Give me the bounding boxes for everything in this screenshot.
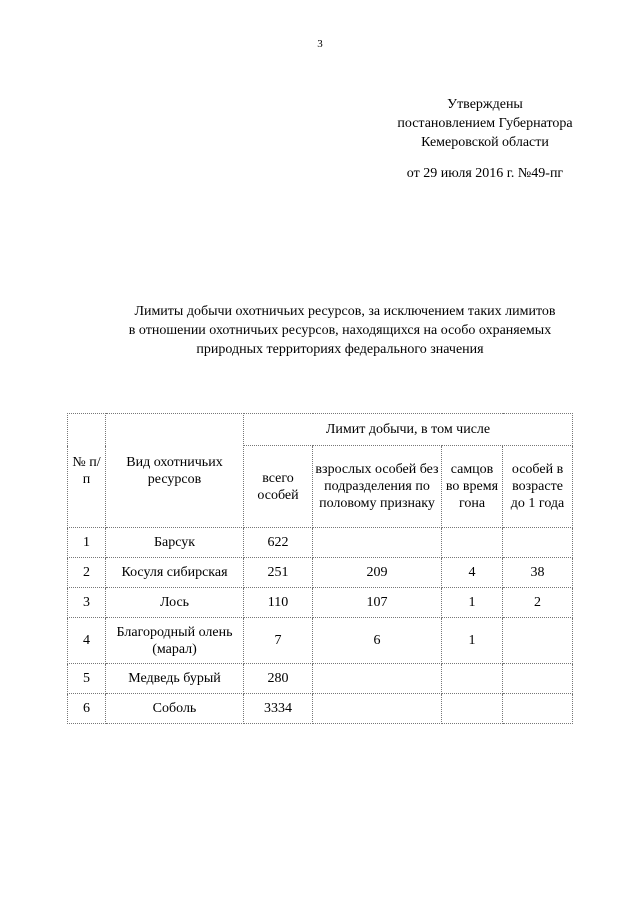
approval-line-1: Утверждены (447, 97, 523, 112)
cell-num: 3 (68, 588, 106, 618)
table-row (68, 558, 573, 588)
cell-total: 7 (244, 618, 313, 664)
table-row (68, 588, 573, 618)
cell-males: 1 (442, 588, 503, 618)
cell-species: Лось (106, 588, 244, 618)
cell-young (503, 694, 573, 724)
cell-total: 3334 (244, 694, 313, 724)
cell-young (503, 664, 573, 694)
cell-species: Благородный олень (марал) (106, 618, 244, 664)
approval-date: от 29 июля 2016 г. №49-пг (406, 166, 564, 181)
cell-young: 38 (503, 558, 573, 588)
header-adults: взрослых особей без подразделения по половому признаку (313, 446, 442, 528)
header-young: особей в возрасте до 1 года (503, 446, 573, 528)
header-total: всего особей (244, 446, 313, 528)
cell-males: 1 (442, 618, 503, 664)
table-row (68, 664, 573, 694)
cell-species: Соболь (106, 694, 244, 724)
document-title (90, 302, 590, 359)
header-males: самцов во время гона (442, 446, 503, 528)
approval-line-3: Кемеровской области (421, 135, 549, 150)
cell-adults (313, 664, 442, 694)
table-row (68, 694, 573, 724)
approval-block (360, 95, 610, 183)
cell-num: 6 (68, 694, 106, 724)
cell-num: 4 (68, 618, 106, 664)
cell-adults (313, 528, 442, 558)
approval-line-2: постановлением Губернатора (397, 116, 573, 131)
header-num: № п/п (68, 414, 106, 528)
cell-num: 1 (68, 528, 106, 558)
cell-young: 2 (503, 588, 573, 618)
cell-species: Косуля сибирская (106, 558, 244, 588)
cell-adults: 107 (313, 588, 442, 618)
table-row (68, 618, 573, 664)
cell-num: 5 (68, 664, 106, 694)
cell-adults: 6 (313, 618, 442, 664)
cell-males (442, 528, 503, 558)
cell-total: 622 (244, 528, 313, 558)
cell-total: 280 (244, 664, 313, 694)
cell-adults (313, 694, 442, 724)
limits-table (67, 413, 573, 724)
cell-males (442, 694, 503, 724)
cell-males: 4 (442, 558, 503, 588)
cell-species: Барсук (106, 528, 244, 558)
header-species: Вид охотничьих ресурсов (106, 414, 244, 528)
cell-species: Медведь бурый (106, 664, 244, 694)
title-line-3: природных территориях федерального значения (196, 342, 484, 357)
cell-adults: 209 (313, 558, 442, 588)
title-line-1: Лимиты добычи охотничьих ресурсов, за исключением таких лимитов (134, 304, 556, 319)
cell-num: 2 (68, 558, 106, 588)
page-number: 3 (317, 38, 323, 50)
cell-males (442, 664, 503, 694)
cell-young (503, 618, 573, 664)
cell-total: 251 (244, 558, 313, 588)
cell-young (503, 528, 573, 558)
table-header-row (68, 414, 573, 446)
header-limit-group: Лимит добычи, в том числе (244, 414, 573, 446)
cell-total: 110 (244, 588, 313, 618)
table-row (68, 528, 573, 558)
title-line-2: в отношении охотничьих ресурсов, находящихся на особо охраняемых (128, 323, 552, 338)
